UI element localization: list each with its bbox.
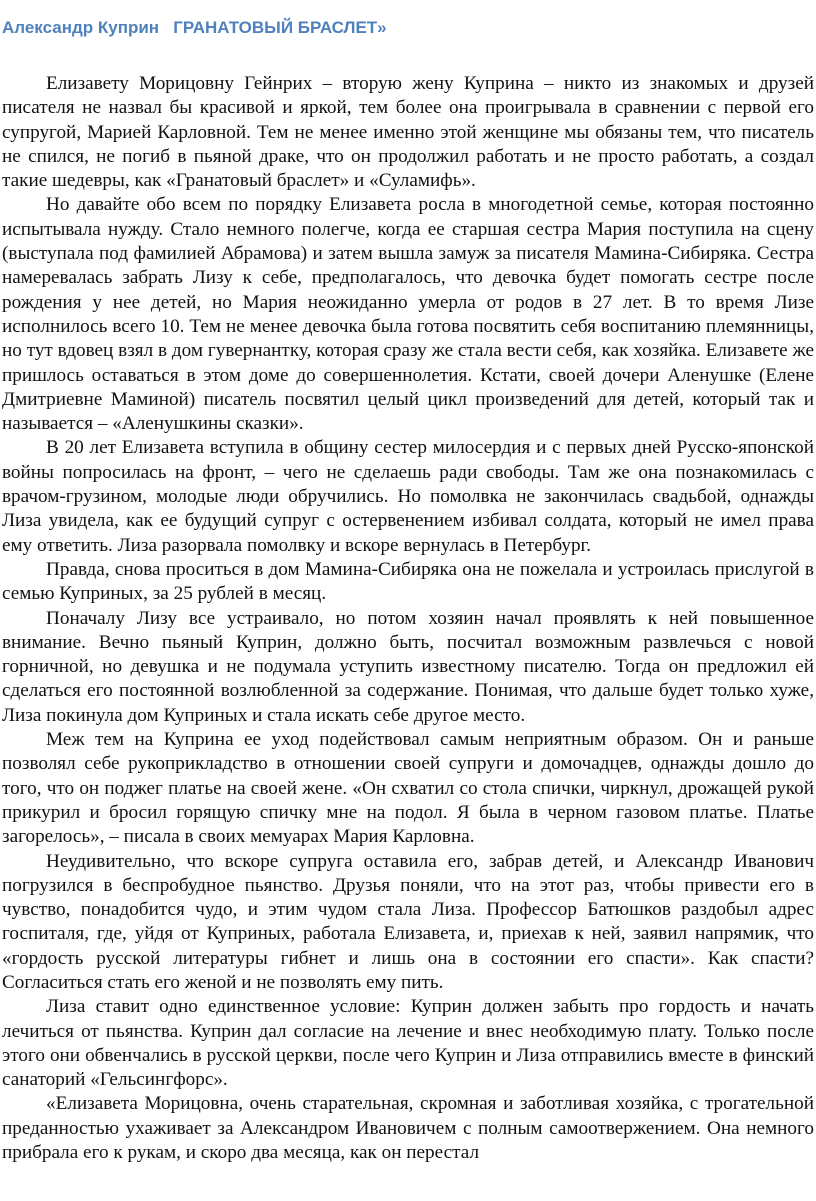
paragraph-2: Но давайте обо всем по порядку Елизавета росла в многодетной семье, которая постоянно испытывала нужду. Стало немного полегче, когда ее старшая сестра Мария поступила на сцену (выступала под фамилией Абрамова) и затем вышла замуж за писателя Мамина-Сибиряка. Сестра намеревалась забрать Лизу к себе, предполагалось, что девочка будет помогать сестре после рождения у нее детей, но Мария неожиданно умерла от родов в 27 лет. В то время Лизе исполнилось всего 10. Тем не менее девочка была готова посвятить себя воспитанию племянницы, но тут вдовец взял в дом гувернантку, которая сразу же стала вести себя, как хозяйка. Елизавете же пришлось оставаться в этом доме до совершеннолетия. Кстати, своей дочери Аленушке (Елене Дмитриевне Маминой) писатель посвятил целый цикл произведений для детей, который так и называется – «Аленушкины сказки». [2, 194, 814, 435]
paragraph-7: Неудивительно, что вскоре супруга оставила его, забрав детей, и Александр Иванович погрузился в беспробудное пьянство. Друзья поняли, что на этот раз, чтобы привести его в чувство, понадобится чудо, и этим чудом стала Лиза. Профессор Батюшков раздобыл адрес госпиталя, где, уйдя от Куприных, работала Елизавета, и, приехав к ней, заявил напрямик, что «гордость русской литературы гибнет и лишь она в состоянии его спасти». Как спасти? Согласиться стать его женой и не позволять ему пить. [2, 850, 814, 993]
paragraph-3: В 20 лет Елизавета вступила в общину сестер милосердия и с первых дней Русско-японской войны попросилась на фронт, – чего не сделаешь ради свободы. Там же она познакомилась с врачом-грузином, молодые люди обручились. Но помолвка не закончилась свадьбой, однажды Лиза увидела, как ее будущий супруг с остервенением избивал солдата, который не имел права ему ответить. Лиза разорвала помолвку и вскоре вернулась в Петербург. [2, 437, 814, 556]
article-body [2, 72, 814, 1165]
paragraph-9: «Елизавета Морицовна, очень старательная, скромная и заботливая хозяйка, с трогательной преданностью ухаживает за Александром Ивановичем с полным самоотвержением. Она немного прибрала его к рукам, и скоро два месяца, как он перестал [2, 1093, 814, 1164]
paragraph-5: Поначалу Лизу все устраивало, но потом хозяин начал проявлять к ней повышенное внимание. Вечно пьяный Куприн, должно быть, посчитал возможным развлечься с новой горничной, но девушка и не подумала уступить известному писателю. Тогда он предложил ей сделаться его постоянной возлюбленной за содержание. Понимая, что дальше будет только хуже, Лиза покинула дом Куприных и стала искать себе другое место. [2, 607, 814, 726]
paragraph-6: Меж тем на Куприна ее уход подействовал самым неприятным образом. Он и раньше позволял себе рукоприкладство в отношении своей супруги и домочадцев, однажды дошло до того, что он поджег платье на своей жене. «Он схватил со стола спички, чиркнул, дрожащей рукой прикурил и бросил горящую спичку мне на подол. Я была в черном газовом платье. Платье загорелось», – писала в своих мемуарах Мария Карловна. [2, 729, 814, 848]
document-heading [2, 18, 387, 38]
story-title: ГРАНАТОВЫЙ БРАСЛЕТ» [173, 18, 387, 37]
paragraph-4: Правда, снова проситься в дом Мамина-Сибиряка она не пожелала и устроилась прислугой в семью Куприных, за 25 рублей в месяц. [2, 558, 814, 605]
paragraph-8: Лиза ставит одно единственное условие: Куприн должен забыть про гордость и начать лечиться от пьянства. Куприн дал согласие на лечение и внес необходимую плату. Только после этого они обвенчались в русской церкви, после чего Куприн и Лиза отправились вместе в финский санаторий «Гельсингфорс». [2, 996, 814, 1091]
paragraph-1: Елизавету Морицовну Гейнрих – вторую жену Куприна – никто из знакомых и друзей писателя не назвал бы красивой и яркой, тем более она проигрывала в сравнении с первой его супругой, Марией Карловной. Тем не менее именно этой женщине мы обязаны тем, что писатель не спился, не погиб в пьяной драке, что он продолжил работать и не просто работать, а создал такие шедевры, как «Гранатовый браслет» и «Суламифь». [2, 73, 814, 192]
author-name: Александр Куприн [2, 18, 160, 37]
